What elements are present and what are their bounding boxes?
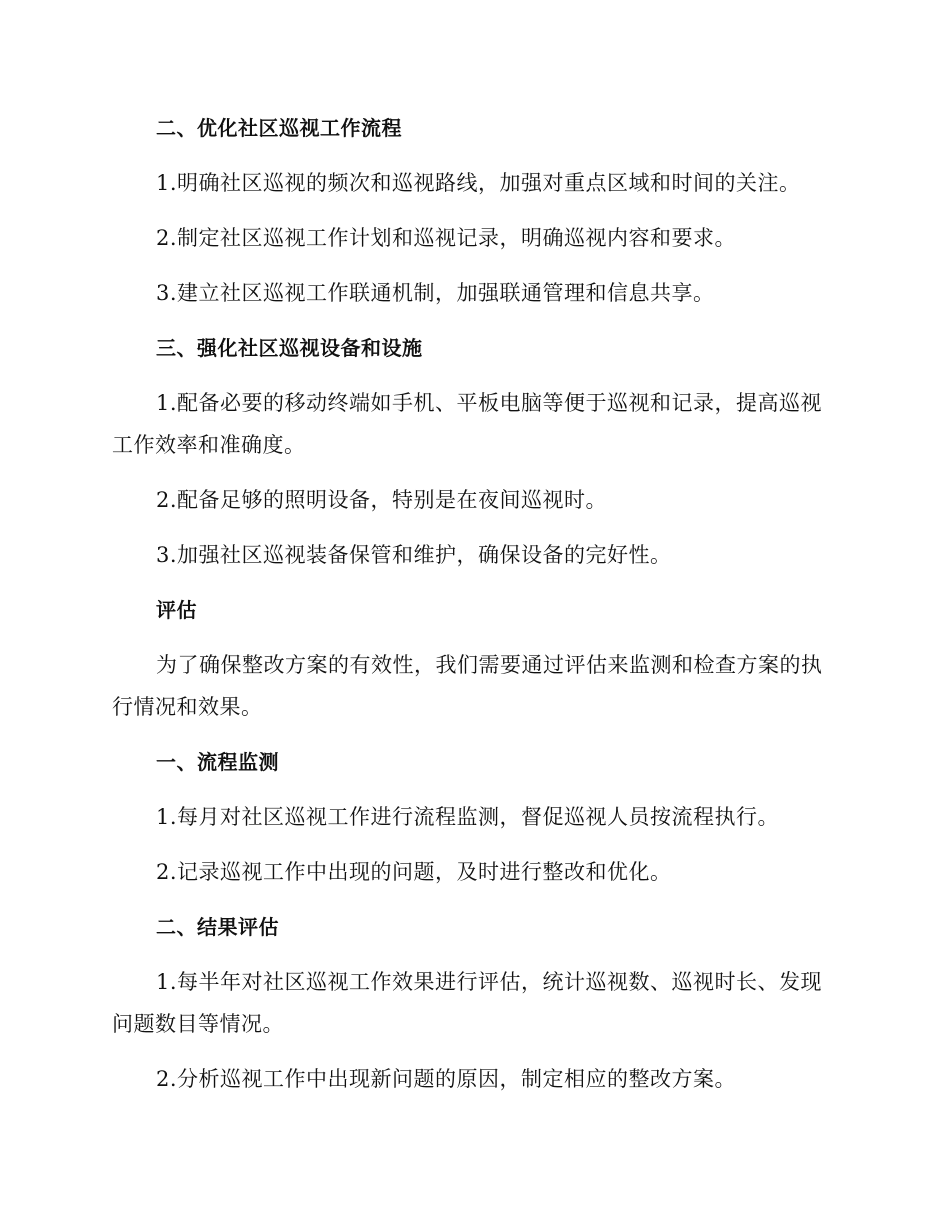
paragraph: 1.明确社区巡视的频次和巡视路线，加强对重点区域和时间的关注。 — [156, 171, 801, 195]
section-heading: 一、流程监测 — [156, 750, 279, 774]
paragraph: 1.每月对社区巡视工作进行流程监测，督促巡视人员按流程执行。 — [156, 805, 780, 829]
section-heading: 三、强化社区巡视设备和设施 — [156, 336, 423, 360]
paragraph: 2.制定社区巡视工作计划和巡视记录，明确巡视内容和要求。 — [156, 226, 737, 250]
document-body — [112, 107, 830, 1100]
paragraph: 3.加强社区巡视装备保管和维护，确保设备的完好性。 — [156, 543, 672, 567]
paragraph: 2.配备足够的照明设备，特别是在夜间巡视时。 — [156, 488, 608, 512]
paragraph: 2.分析巡视工作中出现新问题的原因，制定相应的整改方案。 — [156, 1067, 737, 1091]
section-heading: 评估 — [156, 598, 197, 622]
paragraph: 3.建立社区巡视工作联通机制，加强联通管理和信息共享。 — [156, 281, 715, 305]
paragraph: 2.记录巡视工作中出现的问题，及时进行整改和优化。 — [156, 860, 672, 884]
paragraph: 为了确保整改方案的有效性，我们需要通过评估来监测和检查方案的执行情况和效果。 — [112, 653, 823, 719]
paragraph: 1.每半年对社区巡视工作效果进行评估，统计巡视数、巡视时长、发现问题数目等情况。 — [112, 970, 823, 1036]
section-heading: 二、优化社区巡视工作流程 — [156, 116, 402, 140]
section-heading: 二、结果评估 — [156, 915, 279, 939]
paragraph: 1.配备必要的移动终端如手机、平板电脑等便于巡视和记录，提高巡视工作效率和准确度。 — [112, 391, 823, 457]
